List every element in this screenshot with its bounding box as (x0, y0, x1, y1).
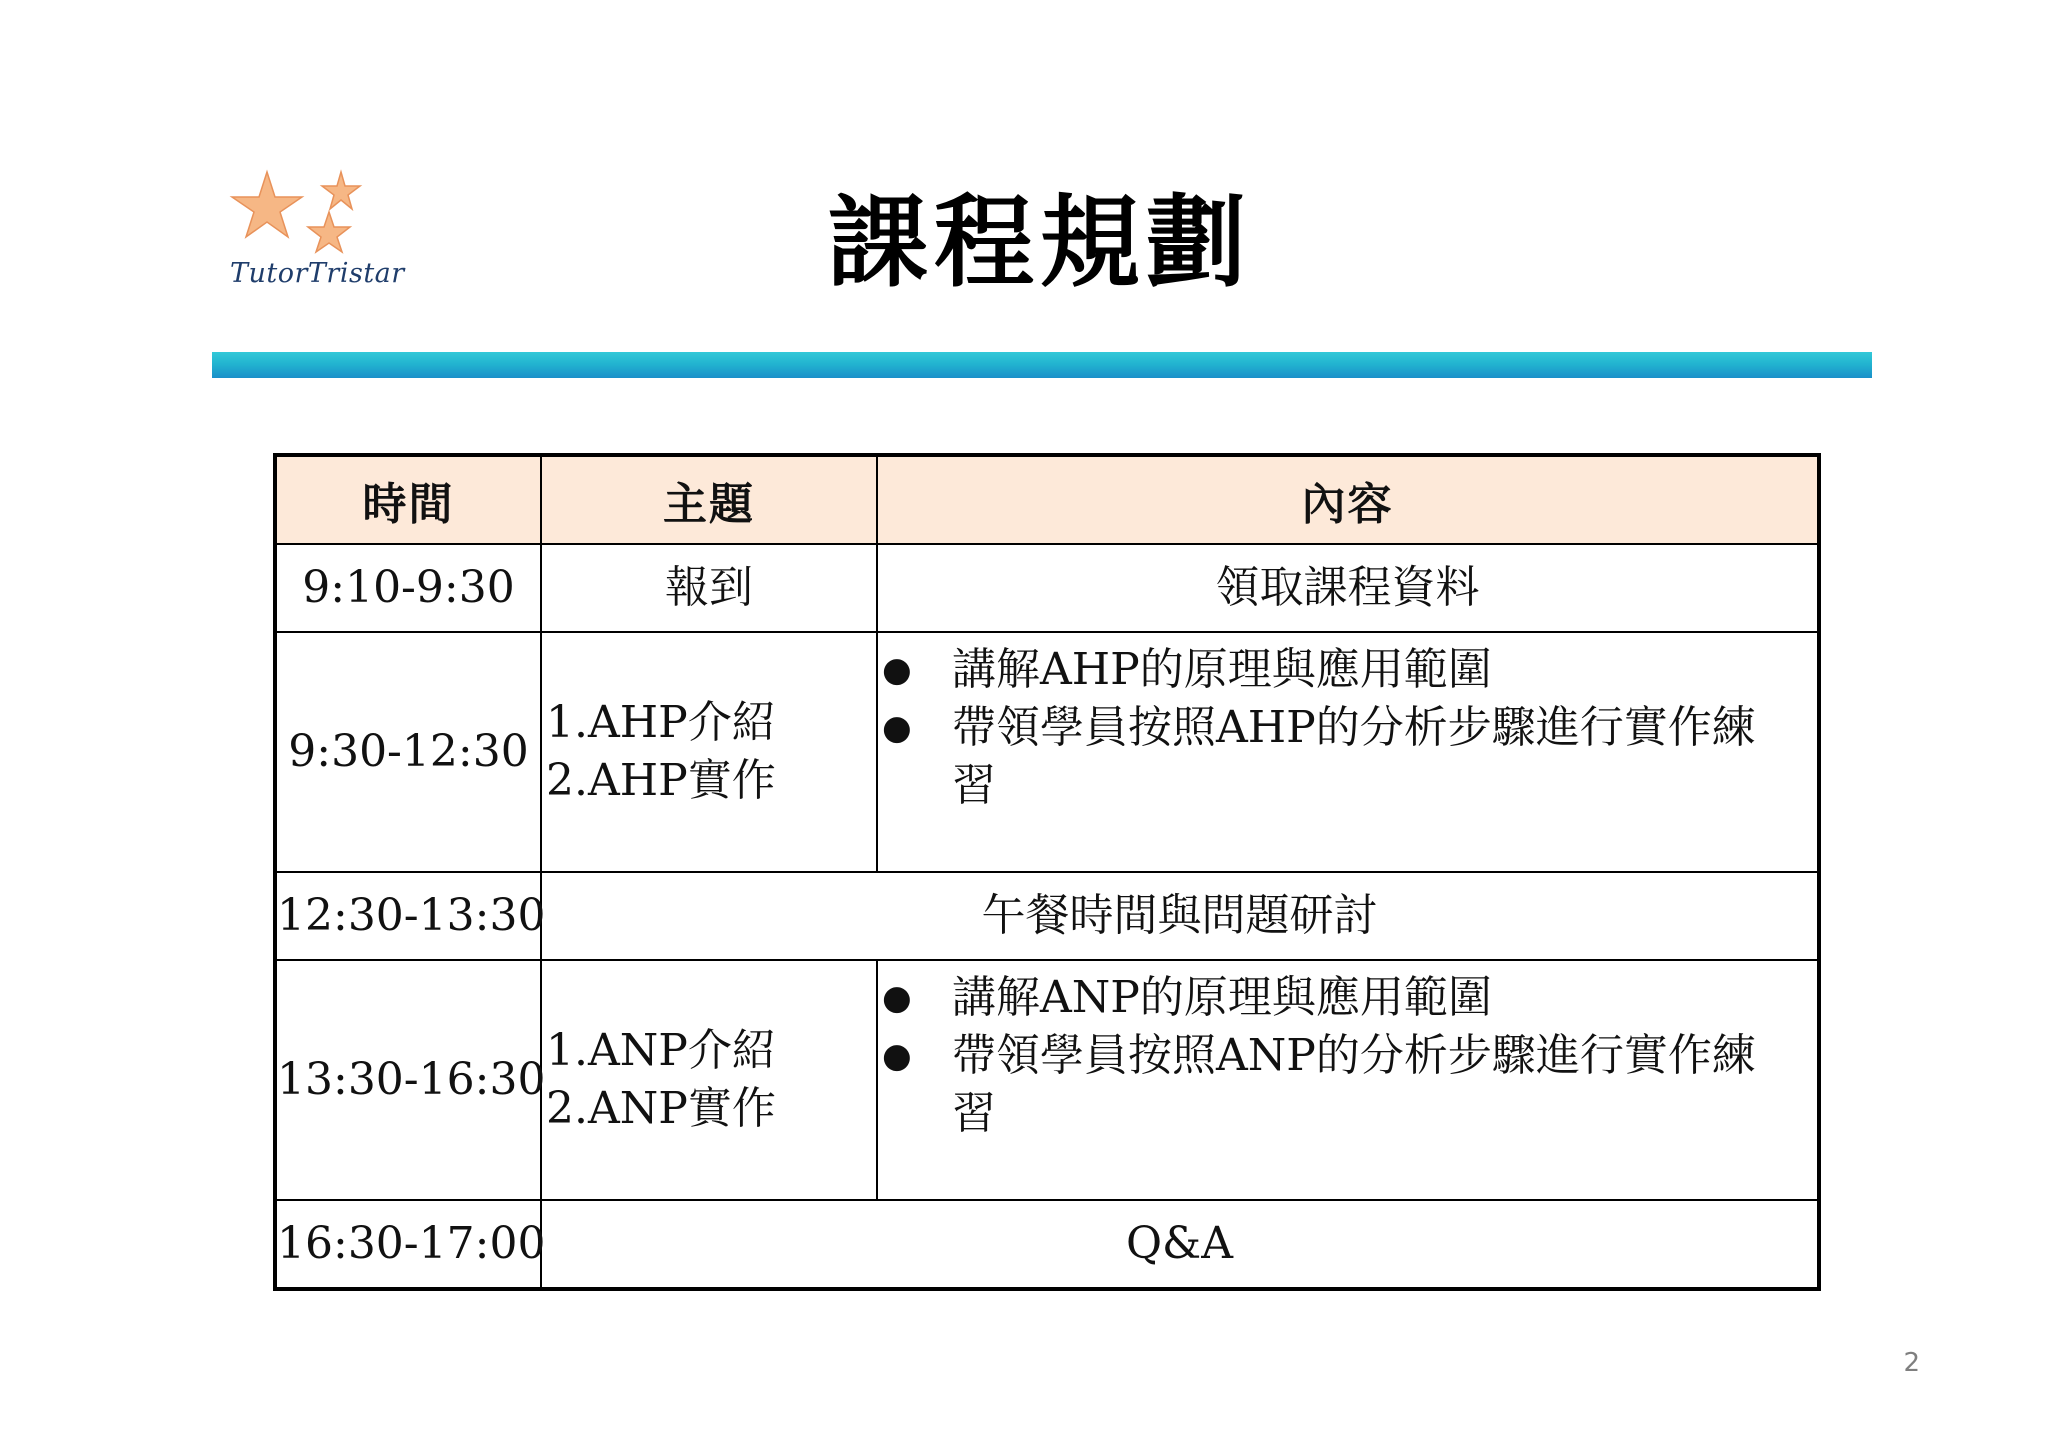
topic-line: 2.ANP實作 (546, 1083, 776, 1134)
header-time: 時間 (275, 455, 541, 544)
topic-cell (541, 632, 877, 872)
content-cell (877, 960, 1819, 1200)
page-number: 2 (1903, 1348, 1920, 1378)
header-content: 內容 (877, 455, 1819, 544)
bullet-icon: ● (882, 650, 912, 690)
stars-icon (222, 160, 372, 260)
time-cell: 12:30-13:30 (275, 872, 541, 960)
bullet-icon: ● (882, 1036, 912, 1076)
content-cell (877, 632, 1819, 872)
list-item (878, 699, 1797, 815)
topic-cell (541, 960, 877, 1200)
tutortristar-logo (222, 160, 422, 300)
time-cell: 9:10-9:30 (275, 544, 541, 632)
merged-cell: Q&A (541, 1200, 1819, 1289)
course-schedule-table (273, 453, 1821, 1291)
table-header-row (275, 455, 1819, 544)
logo-wordmark: TutorTristar (230, 258, 405, 289)
list-item (878, 641, 1797, 699)
page-title: 課程規劃 (828, 184, 1252, 301)
topic-line: 2.AHP實作 (546, 755, 776, 806)
list-item (878, 1027, 1797, 1143)
bullet-text: 帶領學員按照AHP的分析步驟進行實作練習 (952, 702, 1756, 811)
bullet-icon: ● (882, 708, 912, 748)
header-topic: 主題 (541, 455, 877, 544)
topic-cell: 報到 (541, 544, 877, 632)
bullet-text: 講解ANP的原理與應用範圍 (952, 972, 1492, 1023)
time-cell: 9:30-12:30 (275, 632, 541, 872)
content-bullet-list (878, 969, 1797, 1143)
table-row (275, 960, 1819, 1200)
table-row (275, 632, 1819, 872)
title-divider (212, 352, 1872, 378)
bullet-text: 講解AHP的原理與應用範圍 (952, 644, 1492, 695)
topic-line: 1.AHP介紹 (546, 697, 776, 748)
table-row (275, 1200, 1819, 1289)
list-item (878, 969, 1797, 1027)
bullet-text: 帶領學員按照ANP的分析步驟進行實作練習 (952, 1030, 1756, 1139)
table-row (275, 544, 1819, 632)
table-row (275, 872, 1819, 960)
merged-cell: 午餐時間與問題研討 (541, 872, 1819, 960)
content-cell: 領取課程資料 (877, 544, 1819, 632)
content-bullet-list (878, 641, 1797, 815)
topic-line: 1.ANP介紹 (546, 1025, 776, 1076)
bullet-icon: ● (882, 978, 912, 1018)
time-cell: 16:30-17:00 (275, 1200, 541, 1289)
time-cell: 13:30-16:30 (275, 960, 541, 1200)
